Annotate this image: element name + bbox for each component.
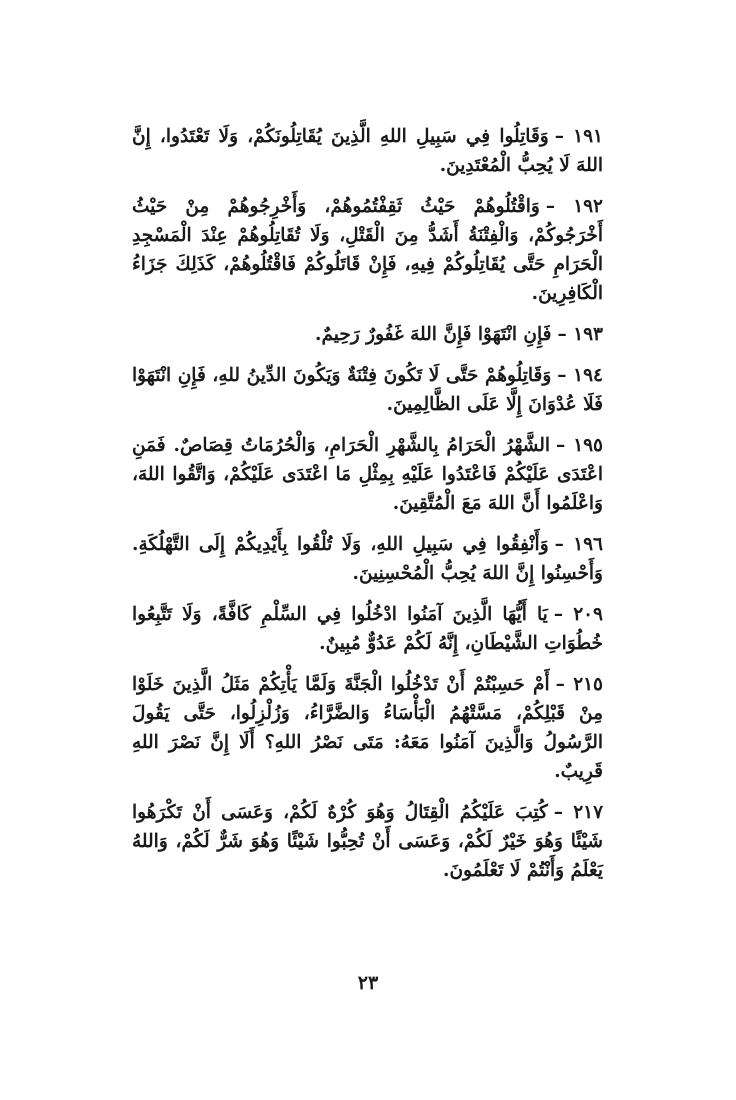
verse-215	[132, 670, 603, 786]
verse-193	[132, 320, 603, 349]
page-number: ٢٣	[357, 972, 379, 994]
verse-195	[132, 431, 603, 518]
verse-number: ١٩٦ –	[554, 534, 603, 555]
verse-text: وَقَاتِلُوهُمْ حَتَّى لَا تَكُونَ فِتْنَةٌ وَيَكُونَ الدِّينُ للهِ، فَإِنِ انْتَهَوْا فَلَا عُدْوَانَ إِلَّا عَلَى الظَّالِمِينَ.	[132, 365, 603, 415]
verse-209	[132, 600, 603, 658]
verse-list	[132, 122, 603, 885]
verse-191	[132, 122, 603, 180]
verse-number: ١٩٤ –	[557, 365, 603, 386]
verse-number: ١٩٣ –	[557, 324, 603, 345]
verse-text: كُتِبَ عَلَيْكُمُ الْقِتَالُ وَهُوَ كُرْهٌ لَكُمْ، وَعَسَى أَنْ تَكْرَهُوا شَيْئًا وَهُوَ خَيْرٌ لَكُمْ، وَعَسَى أَنْ تُحِبُّوا شَيْئًا وَهُوَ شَرٌّ لَكُمْ، وَاللهُ يَعْلَمُ وَأَنْتُمْ لَا تَعْلَمُونَ.	[132, 802, 603, 881]
verse-192	[132, 192, 603, 308]
verse-text: أَمْ حَسِبْتُمْ أَنْ تَدْخُلُوا الْجَنَّةَ وَلَمَّا يَأْتِكُمْ مَثَلُ الَّذِينَ خَلَوْا مِنْ قَبْلِكُمْ، مَسَّتْهُمُ الْبَأْسَاءُ وَالضَّرَّاءُ، وَزُلْزِلُوا، حَتَّى يَقُولَ الرَّسُولُ وَالَّذِينَ آمَنُوا مَعَهُ: مَتَى نَصْرُ اللهِ؟ أَلَا إِنَّ نَصْرَ اللهِ قَرِيبٌ.	[132, 674, 603, 782]
verse-number: ١٩١ –	[554, 126, 603, 147]
verse-text: وَاقْتُلُوهُمْ حَيْثُ ثَقِفْتُمُوهُمْ، وَأَخْرِجُوهُمْ مِنْ حَيْثُ أَخْرَجُوكُمْ، وَالْفِتْنَةُ أَشَدُّ مِنَ الْقَتْلِ، وَلَا تُقَاتِلُوهُمْ عِنْدَ الْمَسْجِدِ الْحَرَامِ حَتَّى يُقَاتِلُوكُمْ فِيهِ، فَإِنْ قَاتَلُوكُمْ فَاقْتُلُوهُمْ، كَذَلِكَ جَزَاءُ الْكَافِرِينَ.	[132, 196, 603, 304]
verse-number: ٢١٧ –	[553, 802, 604, 823]
verse-text: يَا أَيُّهَا الَّذِينَ آمَنُوا ادْخُلُوا فِي السِّلْمِ كَافَّةً، وَلَا تَتَّبِعُوا خُطُوَاتِ الشَّيْطَانِ، إِنَّهُ لَكُمْ عَدُوٌّ مُبِينٌ.	[132, 604, 603, 654]
verse-text: وَقَاتِلُوا فِي سَبِيلِ اللهِ الَّذِينَ يُقَاتِلُونَكُمْ، وَلَا تَعْتَدُوا، إِنَّ اللهَ لَا يُحِبُّ الْمُعْتَدِينَ.	[132, 126, 603, 176]
verse-number: ٢٠٩ –	[553, 604, 603, 625]
verse-number: ٢١٥ –	[555, 674, 603, 695]
verse-196	[132, 530, 603, 588]
verse-number: ١٩٥ –	[556, 435, 603, 456]
verse-text: فَإِنِ انْتَهَوْا فَإِنَّ اللهَ غَفُورٌ رَحِيمٌ.	[315, 324, 552, 345]
verse-text: الشَّهْرُ الْحَرَامُ بِالشَّهْرِ الْحَرَامِ، وَالْحُرُمَاتُ قِصَاصٌ. فَمَنِ اعْتَدَى عَلَيْكُمْ فَاعْتَدُوا عَلَيْهِ بِمِثْلِ مَا اعْتَدَى عَلَيْكُمْ، وَاتَّقُوا اللهَ، وَاعْلَمُوا أَنَّ اللهَ مَعَ الْمُتَّقِينَ.	[132, 435, 603, 514]
verse-217	[132, 798, 603, 885]
verse-number: ١٩٢ –	[545, 196, 603, 217]
verse-194	[132, 361, 603, 419]
verse-text: وَأَنْفِقُوا فِي سَبِيلِ اللهِ، وَلَا تُلْقُوا بِأَيْدِيكُمْ إِلَى التَّهْلُكَةِ. وَأَحْسِنُوا إِنَّ اللهَ يُحِبُّ الْمُحْسِنِينَ.	[132, 534, 603, 584]
